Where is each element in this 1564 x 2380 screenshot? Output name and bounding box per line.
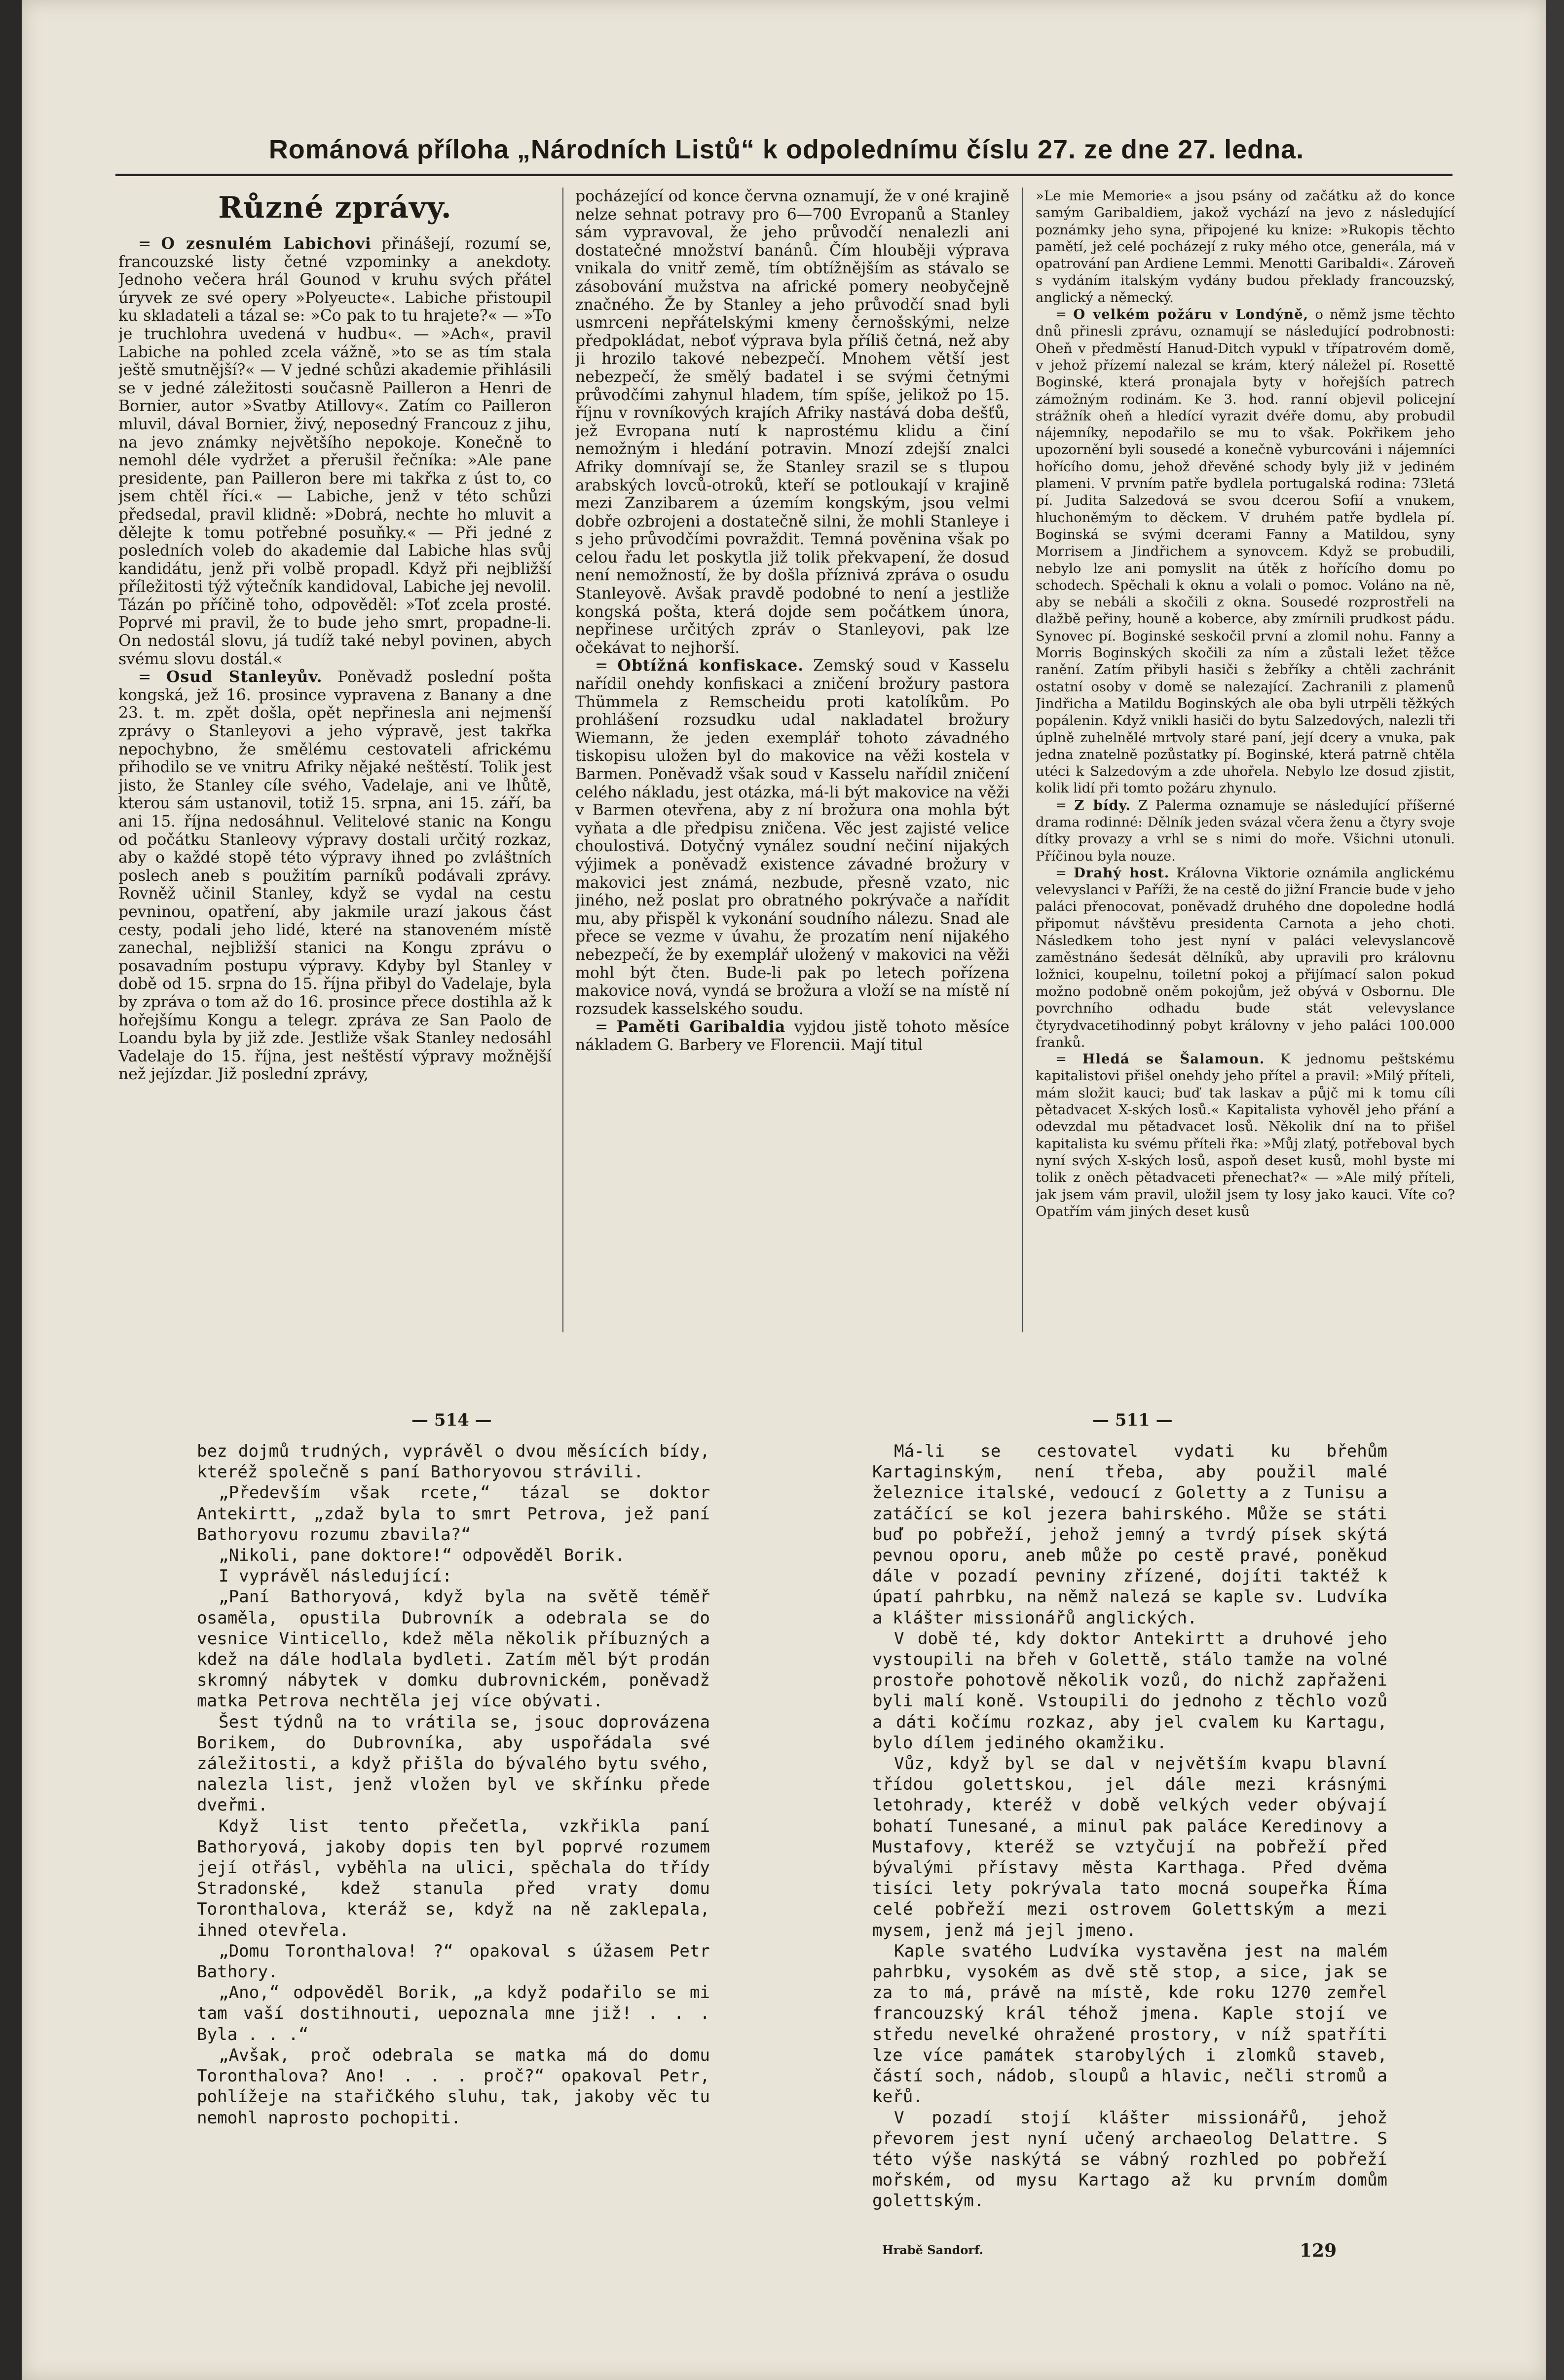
column-divider (1022, 188, 1023, 1332)
novel-paragraph: „Paní Bathoryová, když byla na světě téměř osaměla, opustila Dubrovník a odebrala se do vesnice Vinticello, kdež měla několik příbuzných a kdež na dále hodlala bydleti. Zatím měl být prodán skromný nábytek v domku dubrovnickém, poněvadž matka Petrova nechtěla jej více obývati. (197, 1587, 710, 1711)
scan-edge (0, 0, 22, 2380)
news-heading: O velkém požáru v Londýně, (1073, 306, 1309, 323)
news-heading: Osud Stanleyův. (166, 668, 323, 686)
news-heading: Drahý host. (1074, 865, 1170, 881)
novel-column-left (197, 1441, 710, 2240)
news-body: přinášejí, rozumí se, francouzské listy četné vzpominky a anekdoty. Jednoho večera hrál Gounod v kruhu svých přátel úryvek ze své opery »Polyeucte«. Labiche přistoupil ku skladateli a tázal se: »Co pak to tu hrajete?« — »To je truchlohra uvedená v hudbu«. — »Ach«, pravil Labiche na pohled zcela vážně, »to se as tím stala ještě smutnější?« — V jedné schůzi akademie přihlásili se v jedné záležitosti současně Pailleron a Henri de Bornier, autor »Svatby Atillovy«. Zatím co Pailleron mluvil, dával Bornier, živý, neposedný Francouz z jihu, na jevo známky největšího nepokoje. Konečně to nemohl déle vydržet a přerušil řečníka: »Ale pane presidente, pan Pailleron bere mi takřka z úst to, co jsem chtěl říci.« — Labiche, jenž v této schůzi předsedal, pravil klidně: »Dobrá, nechte ho mluvit a dělejte k tomu potřebné posuňky.« — Při jedné z posledních voleb do akademie dal Labiche hlas svůj kandidátu, jenž při volbě propadl. Když při nejbližší příležitosti týž výtečník kandidoval, Labiche jej nevolil. Tázán po příčině toho, odpověděl: »Toť zcela prosté. Poprvé mi pravil, že to bude jeho smrt, propadne-li. On nedostál slovu, já tudíž také nebyl povinen, abych svému slovu dostál.« (118, 235, 552, 668)
novel-paragraph: „Nikoli, pane doktore!“ odpověděl Borik. (219, 1546, 625, 1566)
novel-paragraph: „Ano,“ odpověděl Borik, „a když podařilo se mi tam vaší dostihnouti, uepoznala mne již! . . . Byla . . .“ (197, 1983, 710, 2044)
novel-paragraph: V době té, kdy doktor Antekirtt a druhové jeho vystoupili na břeh v Golettě, stálo tamže na volné prostoře pohotově několik vozů, do nichž zapřaženi byli malí koně. Vstoupili do jednoho z těchlo vozů a dáti kočímu rozkaz, aby jel cvalem ku Kartagu, bylo dílem jediného okamžiku. (872, 1628, 1387, 1753)
news-column-3 (1036, 188, 1455, 1332)
novel-paragraph: „Domu Toronthalova! ?“ opakoval s úžasem Petr Bathory. (197, 1941, 710, 1982)
news-item-stanley: = Osud Stanleyův. Poněvadž poslední pošta kongská, jež 16. prosince vypravena z Banany a dne 23. t. m. zpět došla, opět nepřinesla ani nejmenší zprávy o Stanleyovi a jeho výpravě, jest takřka nepochybno, že smělému cestovateli africkému přihodilo se ve vnitru Afriky nějaké neštěstí. Tolik jest jisto, že Stanley cíle svého, Vadelaje, ani ve lhůtě, kterou sám ustanovil, totiž 15. srpna, ani 15. září, ba ani 15. října nedosáhnul. Velitelové stanic na Kongu od počátku Stanleovy výpravy dostali určitý rozkaz, aby o každé stopě této výpravy ihned po zvláštních poslech aneb s použitím parníků podávali zprávy. Rovněž učinil Stanley, když se vydal na cestu pevninou, opatření, aby jakmile urazí jakous část cesty, podali jeho lidé, které na stanoveném místě zanechal, nejbližší stanici na Kongu zprávu o posavadním postupu výpravy. Kdyby byl Stanley v době od 15. srpna do 15. října přibyl do Vadelaje, byla by zpráva o tom až do 16. prosince přece dostihla až k hořejšímu Kongu a telegr. zpráva ze San Paolo de Loandu byla by již zde. Jestliže však Stanley nedosáhl Vadelaje do 15. října, jest neštěstí výpravy možnější než jejízdar. Již poslední zprávy, (118, 668, 552, 1084)
news-column-1 (118, 188, 552, 1332)
news-item-konfiskace: = Obtížná konfiskace. Zemský soud v Kasselu nařídil onehdy konfiskaci a zničení brožury pastora Thümmela z Remscheidu proti katolíkům. Po prohlášení rozsudku udal nakladatel brožury Wiemann, že jeden exemplář tohoto závadného tiskopisu uložen byl do makovice na věži kostela v Barmen. Poněvadž však soud v Kasselu nařídil zničení celého nákladu, jest otázka, má-li být makovice na věži v Barmen otevřena, aby z ní brožura ona mohla být vyňata a dle předpisu zničena. Věc jest zajisté velice choulostivá. Dotyčný vynález soudní nečiní nijakých výjimek a poněvadž existence závadné brožury v makovici jest známá, nezbude, přesně vzato, nic jiného, než poslat pro obratného pokrývače a nařídit mu, aby přispěl k vykonání soudního nálezu. Snad ale přece se vezme v úvahu, že prozatím není nijakého nebezpečí, že by exemplář uložený v makovici na věži mohl být čten. Bude-li pak po letech pořízena makovice nová, vyndá se brožura a vloží se na místě ní rozsudek kasselského soudu. (575, 656, 1009, 1018)
news-heading: Paměti Garibaldia (616, 1018, 786, 1036)
news-body: Královna Viktorie oznámila anglickému velevyslanci v Paříži, že na cestě do jižní Francie bude v jeho paláci přenocovat, poněvadž druhého dne dopoledne hodlá připomut návštěvu presidenta Carnota a jeho choti. Následkem toho jest nyní v paláci velevyslancově zaměstnáno šedesát dělníků, aby upravili pro královnu ložnici, koupelnu, toiletní pokoj a přijímací salon pokud možno podobně oněm pokojům, jež obývá v Osbornu. Dle povrchního odhadu bude stát velevyslance čtyrydvacetihodinný pobyt královny v jeho paláci 100.000 franků. (1036, 865, 1455, 1050)
novel-paragraph: bez dojmů trudných, vyprávěl o dvou měsících bídy, kteréž společně s paní Bathoryovou strávili. (197, 1441, 710, 1482)
news-heading: Obtížná konfiskace. (617, 656, 804, 675)
news-body: Z Palerma oznamuje se následující příšerné drama rodinné: Dělník jeden svázal včera ženu a čtyry svoje dítky provazy a vrhl se s nimi do moře. Všichni utonuli. Příčinou byla nouze. (1036, 797, 1455, 864)
novel-paragraph: Má-li se cestovatel vydati ku břehům Kartaginským, není třeba, aby použil malé železnice italské, vedoucí z Goletty a z Tunisu a zatáčící se kol jezera bahirského. Může se státi buď po pobřeží, jehož jemný a tvrdý písek skýtá pevnou oporu, aneb může po cestě pravé, poněkud dále v pozadí pevniny zřízené, dojíti taktéž k úpatí pahrbku, na němž nalezá se kaple sv. Ludvíka a klášter missionářů anglických. (872, 1441, 1387, 1628)
news-heading: Z bídy. (1074, 797, 1131, 813)
news-item-host: = Drahý host. Královna Viktorie oznámila anglickému velevyslanci v Paříži, že na cestě do jižní Francie bude v jeho paláci přenocovat, poněvadž druhého dne dopoledne hodlá připomut návštěvu presidenta Carnota a jeho choti. Následkem toho jest nyní v paláci velevyslancově zaměstnáno šedesát dělníků, aby upravili pro královnu ložnici, koupelnu, toiletní pokoj a přijímací salon pokud možno podobně oněm pokojům, jež obývá v Osbornu. Dle povrchního odhadu bude stát velevyslance čtyrydvacetihodinný pobyt královny v jeho paláci 100.000 franků. (1036, 865, 1455, 1050)
news-heading: O zesnulém Labichovi (161, 234, 372, 253)
news-item-labiche: = O zesnulém Labichovi přinášejí, rozumí se, francouzské listy četné vzpominky a anekdoty. Jednoho večera hrál Gounod v kruhu svých přátel úryvek ze své opery »Polyeucte«. Labiche přistoupil ku skladateli a tázal se: »Co pak to tu hrajete?« — »To je truchlohra uvedená v hudbu«. — »Ach«, pravil Labiche na pohled zcela vážně, »to se as tím stala ještě smutnější?« — V jedné schůzi akademie přihlásili se v jedné záležitosti současně Pailleron a Henri de Bornier, autor »Svatby Atillovy«. Zatím co Pailleron mluvil, dával Bornier, živý, neposedný Francouz z jihu, na jevo známky největšího nepokoje. Konečně to nemohl déle vydržet a přerušil řečníka: »Ale pane presidente, pan Pailleron bere mi takřka z úst to, co jsem chtěl říci.« — Labiche, jenž v této schůzi předsedal, pravil klidně: »Dobrá, nechte ho mluvit a dělejte k tomu potřebné posuňky.« — Při jedné z posledních voleb do akademie dal Labiche hlas svůj kandidátu, jenž při volbě propadl. Když při nejbližší příležitosti týž výtečník kandidoval, Labiche jej nevolil. Tázán po příčině toho, odpověděl: »Toť zcela prosté. Poprvé mi pravil, že to bude jeho smrt, propadne-li. On nedostál slovu, já tudíž také nebyl povinen, abych svému slovu dostál.« (118, 234, 552, 668)
news-item-bida: = Z bídy. Z Palerma oznamuje se následující příšerné drama rodinné: Dělník jeden svázal včera ženu a čtyry svoje dítky provazy a vrhl se s nimi do moře. Všichni utonuli. Příčinou byla nouze. (1036, 797, 1455, 864)
news-item-salamoun: = Hledá se Šalamoun. K jednomu peštskému kapitalistovi přišel onehdy jeho přítel a pravil: »Milý příteli, mám složit kauci; buď tak laskav a půjč mi k tomu cíli pětadvacet X-ských losů.« Kapitalista vyhověl jeho přání a odevzdal mu pětadvacet losů. Několik dní na to přišel kapitalista ku svému příteli řka: »Můj zlatý, potřeboval bych nyní svých X-ských losů, aspoň deset kusů, mohl byste mi tolik z oněch pětadvaceti přenechat?« — »Ale milý příteli, jak jsem vám pravil, uložil jsem ty losy jako kauci. Víte co? Opatřím vám jiných deset kusů (1036, 1051, 1455, 1219)
news-item-garibaldi: = Paměti Garibaldia vyjdou jistě tohoto měsíce nákladem G. Barbery ve Florencii. Mají titul (575, 1018, 1009, 1054)
header-rule (115, 174, 1452, 176)
news-body: K jednomu peštskému kapitalistovi přišel onehdy jeho přítel a pravil: »Milý příteli, mám složit kauci; buď tak laskav a půjč mi k tomu cíli pětadvacet X-ských losů.« Kapitalista vyhověl jeho přání a odevzdal mu pětadvacet losů. Několik dní na to přišel kapitalista ku svému příteli řka: »Můj zlatý, potřeboval bych nyní svých X-ských losů, aspoň deset kusů, mohl byste mi tolik z oněch pětadvaceti přenechat?« — »Ale milý příteli, jak jsem vám pravil, uložil jsem ty losy jako kauci. Víte co? Opatřím vám jiných deset kusů (1036, 1051, 1455, 1219)
novel-column-right (872, 1441, 1387, 2240)
novel-paragraph: I vyprávěl následující: (219, 1566, 452, 1587)
novel-paragraph: Vůz, když byl se dal v největším kvapu blavní třídou golettskou, jel dále mezi krásnými letohrady, kteréž v době velkých veder obývají bohatí Tunesané, a minul pak paláce Keredinovy a Mustafovy, kteréž se vztyčují na pobřeží před bývalými přístavy města Karthaga. Před dvěma tisíci lety pokrývala tato mocná soupeřka Říma celé pobřeží mezi ostrovem Golettským a mezi mysem, jenž má jejl jmeno. (872, 1754, 1387, 1940)
footer-book-title: Hrabě Sandorf. (882, 2243, 983, 2257)
novel-paragraph: „Avšak, proč odebrala se matka má do domu Toronthalova? Ano! . . . proč?“ opakoval Petr, pohlížeje na stařičkého sluhu, tak, jakoby věc tu nemohl naprosto pochopiti. (197, 2045, 710, 2128)
novel-paragraph: Šest týdnů na to vrátila se, jsouc doprovázena Borikem, do Dubrovníka, aby uspořádala své záležitosti, a když přišla do bývalého bytu svého, nalezla list, jenž vložen byl ve skřínku přede dveřmi. (197, 1712, 710, 1815)
footer-page-number: 129 (1300, 2240, 1337, 2261)
news-body: Poněvadž poslední pošta kongská, jež 16. prosince vypravena z Banany a dne 23. t. m. zpět došla, opět nepřinesla ani nejmenší zprávy o Stanleyovi a jeho výpravě, jest takřka nepochybno, že smělému cestovateli africkému přihodilo se ve vnitru Afriky nějaké neštěstí. Tolik jest jisto, že Stanley cíle svého, Vadelaje, ani ve lhůtě, kterou sám ustanovil, totiž 15. srpna, ani 15. září, ba ani 15. října nedosáhnul. Velitelové stanic na Kongu od počátku Stanleovy výpravy dostali určitý rozkaz, aby o každé stopě této výpravy ihned po zvláštních poslech aneb s použitím parníků podávali zprávy. Rovněž učinil Stanley, když se vydal na cestu pevninou, opatření, aby jakmile urazí jakous část cesty, podali jeho lidé, které na stanoveném místě zanechal, nejbližší stanici na Kongu zprávu o posavadním postupu výpravy. Kdyby byl Stanley v době od 15. srpna do 15. října přibyl do Vadelaje, byla by zpráva o tom až do 16. prosince přece dostihla až k hořejšímu Kongu a telegr. zpráva ze San Paolo de Loandu byla by již zde. Jestliže však Stanley nedosáhl Vadelaje do 15. října, jest neštěstí výpravy možnější než jejízdar. Již poslední zprávy, (118, 668, 552, 1084)
newspaper-page (22, 0, 1546, 2380)
novel-paragraph: „Především však rcete,“ tázal se doktor Antekirtt, „zdaž byla to smrt Petrova, jež paní Bathoryovu rozumu zbavila?“ (197, 1483, 710, 1545)
news-column-2 (575, 188, 1009, 1332)
news-item-pozar: = O velkém požáru v Londýně, o němž jsme těchto dnů přinesli zprávu, oznamují se následující podrobnosti: Oheň v předměstí Hanud-Ditch vypukl v třípatrovém domě, v jehož přízemí nalezal se krám, který náležel pí. Rosettě Boginské, která pronajala byty v hořejších patrech zámožným rodinám. Ke 3. hod. ranní objevil policejní strážník oheň a hledící vyrazit dvéře domu, aby probudil nájemníky, nepodařilo se mu to však. Pokřikem jeho upozornění byli sousedé a konečně vyburcováni i nájemníci hořícího domu, jehož dřevěné schody byly již v jediném plameni. V prvním patře bydlela portugalská rodina: 73letá pí. Judita Salzedová se svou dcerou Sofií a vnukem, hluchoněmým to děckem. V druhém patře bydlela pí. Boginská se svými dcerami Fanny a Matildou, syny Morrisem a Jindřichem a synovcem. Když se probudili, nebylo lze ani pomyslit na útěk z hořícího domu po schodech. Spěchali k oknu a volali o pomoc. Voláno na ně, aby se nebáli a skočili z okna. Sousedé rozprostřeli na dlažbě peřiny, houně a koberce, aby zmírnili prudkost pádu. Synovec pí. Boginské seskočil první a zlomil nohu. Fanny a Morris Boginských skočili za ním a zůstali ležet těžce ranění. Zatím přibyli hasiči s žebříky a chtěli zachránit ostatní osoby v domě se nalezající. Zachranili z plamenů Jindřicha a Matildu Boginských ale oba byli utrpěli těžkých popálenin. Když vnikli hasiči do bytu Salzedových, nalezli tři úplně zuhelnělé mrtvoly staré paní, její dcery a vnuka, pak jedna znatelně pozůstatky pí. Boginské, která patrně chtěla utéci k Salzedovým a zde uhořela. Nebylo lze dosud zjistit, kolik lidí při tomto požáru zhynulo. (1036, 306, 1455, 796)
news-body-continued: pocházející od konce června oznamují, že v oné krajině nelze sehnat potravy pro 6—700 Evropanů a Stanley sám vypravoval, že jeho průvodčí nenalezli ani dostatečné množství banánů. Čím hlouběji výprava vnikala do vnitř země, tím obtížnějším as stávalo se zásobování mužstva na africké pomery neobyčejně značného. Že by Stanley a jeho průvodčí snad byli usmrceni nepřátelskými kmeny černošskými, nelze předpokládat, neboť výprava byla příliš četná, než aby ji hrozilo takové nebezpečí. Mnohem větší jest nebezpečí, že smělý badatel i se svými četnými průvodčími zahynul hladem, tím spíše, jelikož po 15. říjnu v rovníkových krajích Afriky nastává doba dešťů, jež Evropana nutí k naprostému klidu a činí nemožným i hledání potravin. Mnozí zdejší znalci Afriky domnívají se, že Stanley srazil se s tlupou arabských lovců-otroků, kteří se potloukají v krajině mezi Zanzibarem a územím kongským, jsou velmi dobře ozbrojeni a dostatečně silni, že mohli Stanleye i s jeho průvodčími povraždit. Temná pověnina však po celou řadu let poskytla již tolik překvapení, že dosud není nemožností, že by došla příznivá zpráva o osudu Stanleyově. Avšak pravdě podobné to není a jestliže kongská pošta, která dojde sem počátkem února, nepřinese určitých zpráv o Stanleyovi, pak lze očekávat to nejhorší. (575, 188, 1009, 657)
news-body: vyjdou jistě tohoto měsíce nákladem G. Barbery ve Florencii. Mají titul (575, 1018, 1009, 1054)
section-title: Různé zprávy. (218, 190, 452, 225)
news-body: Zemský soud v Kasselu nařídil onehdy konfiskaci a zničení brožury pastora Thümmela z Remscheidu proti katolíkům. Po prohlášení rozsudku udal nakladatel brožury Wiemann, že jeden exemplář tohoto závadného tiskopisu uložen byl do makovice na věži kostela v Barmen. Poněvadž však soud v Kasselu nařídil zničení celého nákladu, jest otázka, má-li být makovice na věži v Barmen otevřena, aby z ní brožura ona mohla být vyňata a dle předpisu zničena. Věc jest zajisté velice choulostivá. Dotyčný vynález soudní nečiní nijakých výjimek a poněvadž existence závadné brožury v makovici jest známá, nezbude, přesně vzato, nic jiného, než poslat pro obratného pokrývače a nařídit mu, aby přispěl k vykonání soudního nálezu. Snad ale přece se vezme v úvahu, že prozatím není nijakého nebezpečí, že by exemplář uložený v makovici na věži mohl být čten. Bude-li pak po letech pořízena makovice nová, vyndá se brožura a vloží se na místě ní rozsudek kasselského soudu. (575, 657, 1009, 1018)
news-body: o němž jsme těchto dnů přinesli zprávu, oznamují se následující podrobnosti: Oheň v předměstí Hanud-Ditch vypukl v třípatrovém domě, v jehož přízemí nalezal se krám, který náležel pí. Rosettě Boginské, která pronajala byty v hořejších patrech zámožným rodinám. Ke 3. hod. ranní objevil policejní strážník oheň a hledící vyrazit dvéře domu, aby probudil nájemníky, nepodařilo se mu to však. Pokřikem jeho upozornění byli sousedé a konečně vyburcováni i nájemníci hořícího domu, jehož dřevěné schody byly již v jediném plameni. V prvním patře bydlela portugalská rodina: 73letá pí. Judita Salzedová se svou dcerou Sofií a vnukem, hluchoněmým to děckem. V druhém patře bydlela pí. Boginská se svými dcerami Fanny a Matildou, syny Morrisem a Jindřichem a synovcem. Když se probudili, nebylo lze ani pomyslit na útěk z hořícího domu po schodech. Spěchali k oknu a volali o pomoc. Voláno na ně, aby se nebáli a skočili z okna. Sousedé rozprostřeli na dlažbě peřiny, houně a koberce, aby zmírnili prudkost pádu. Synovec pí. Boginské seskočil první a zlomil nohu. Fanny a Morris Boginských skočili za ním a zůstali ležet těžce ranění. Zatím přibyli hasiči s žebříky a chtěli zachránit ostatní osoby v domě se nalezající. Zachranili z plamenů Jindřicha a Matildu Boginských ale oba byli utrpěli těžkých popálenin. Když vnikli hasiči do bytu Salzedových, nalezli tři úplně zuhelnělé mrtvoly staré paní, její dcery a vnuka, pak jedna znatelně pozůstatky pí. Boginské, která patrně chtěla utéci k Salzedovým a zde uhořela. Nebylo lze dosud zjistit, kolik lidí při tomto požáru zhynulo. (1036, 306, 1455, 796)
novel-paragraph: Když list tento přečetla, vzkřikla paní Bathoryová, jakoby dopis ten byl poprvé rozumem její otřásl, vyběhla na ulici, spěchala do třídy Stradonské, kdež stanula před vraty domu Toronthalova, kteráž se, když na ně zaklepala, ihned otevřela. (197, 1816, 710, 1940)
novel-paragraph: Kaple svatého Ludvíka vystavěna jest na malém pahrbku, vysokém as dvě stě stop, a sice, jak se za to má, právě na místě, kde roku 1270 zemřel francouzský král téhož jmena. Kaple stojí ve středu nevelké ohražené prostory, v níž spatříti lze více památek starobylých i zlomků staveb, částí soch, nádob, sloupů a hlavic, nečli stromů a keřů. (872, 1941, 1387, 2107)
column-divider (562, 188, 563, 1332)
page-number-left: — 514 — (411, 1410, 492, 1430)
novel-paragraph: V pozadí stojí klášter missionářů, jehož převorem jest nyní učený archaeolog Delattre. S této výše naskýtá se vábný rozhled po pobřeží mořském, od mysu Kartago až ku prvním domům golettským. (872, 2108, 1387, 2211)
page-number-right: — 511 — (1092, 1410, 1173, 1430)
page-header: Románová příloha „Národních Listů“ k odpolednímu číslu 27. ze dne 27. ledna. (268, 135, 1304, 164)
news-body-continued: »Le mie Memorie« a jsou psány od začátku až do konce samým Garibaldiem, jakož vychází na jevo z následující poznámky jeho syna, připojené ku knize: »Rukopis těchto pamětí, jež celé pocházejí z ruky mého otce, generála, má v opatrování pan Ardiene Lemmi. Menotti Garibaldi«. Zároveň s vydáním italským vydány budou překlady francouzský, anglický a německý. (1036, 188, 1455, 305)
news-heading: Hledá se Šalamoun. (1082, 1051, 1265, 1067)
